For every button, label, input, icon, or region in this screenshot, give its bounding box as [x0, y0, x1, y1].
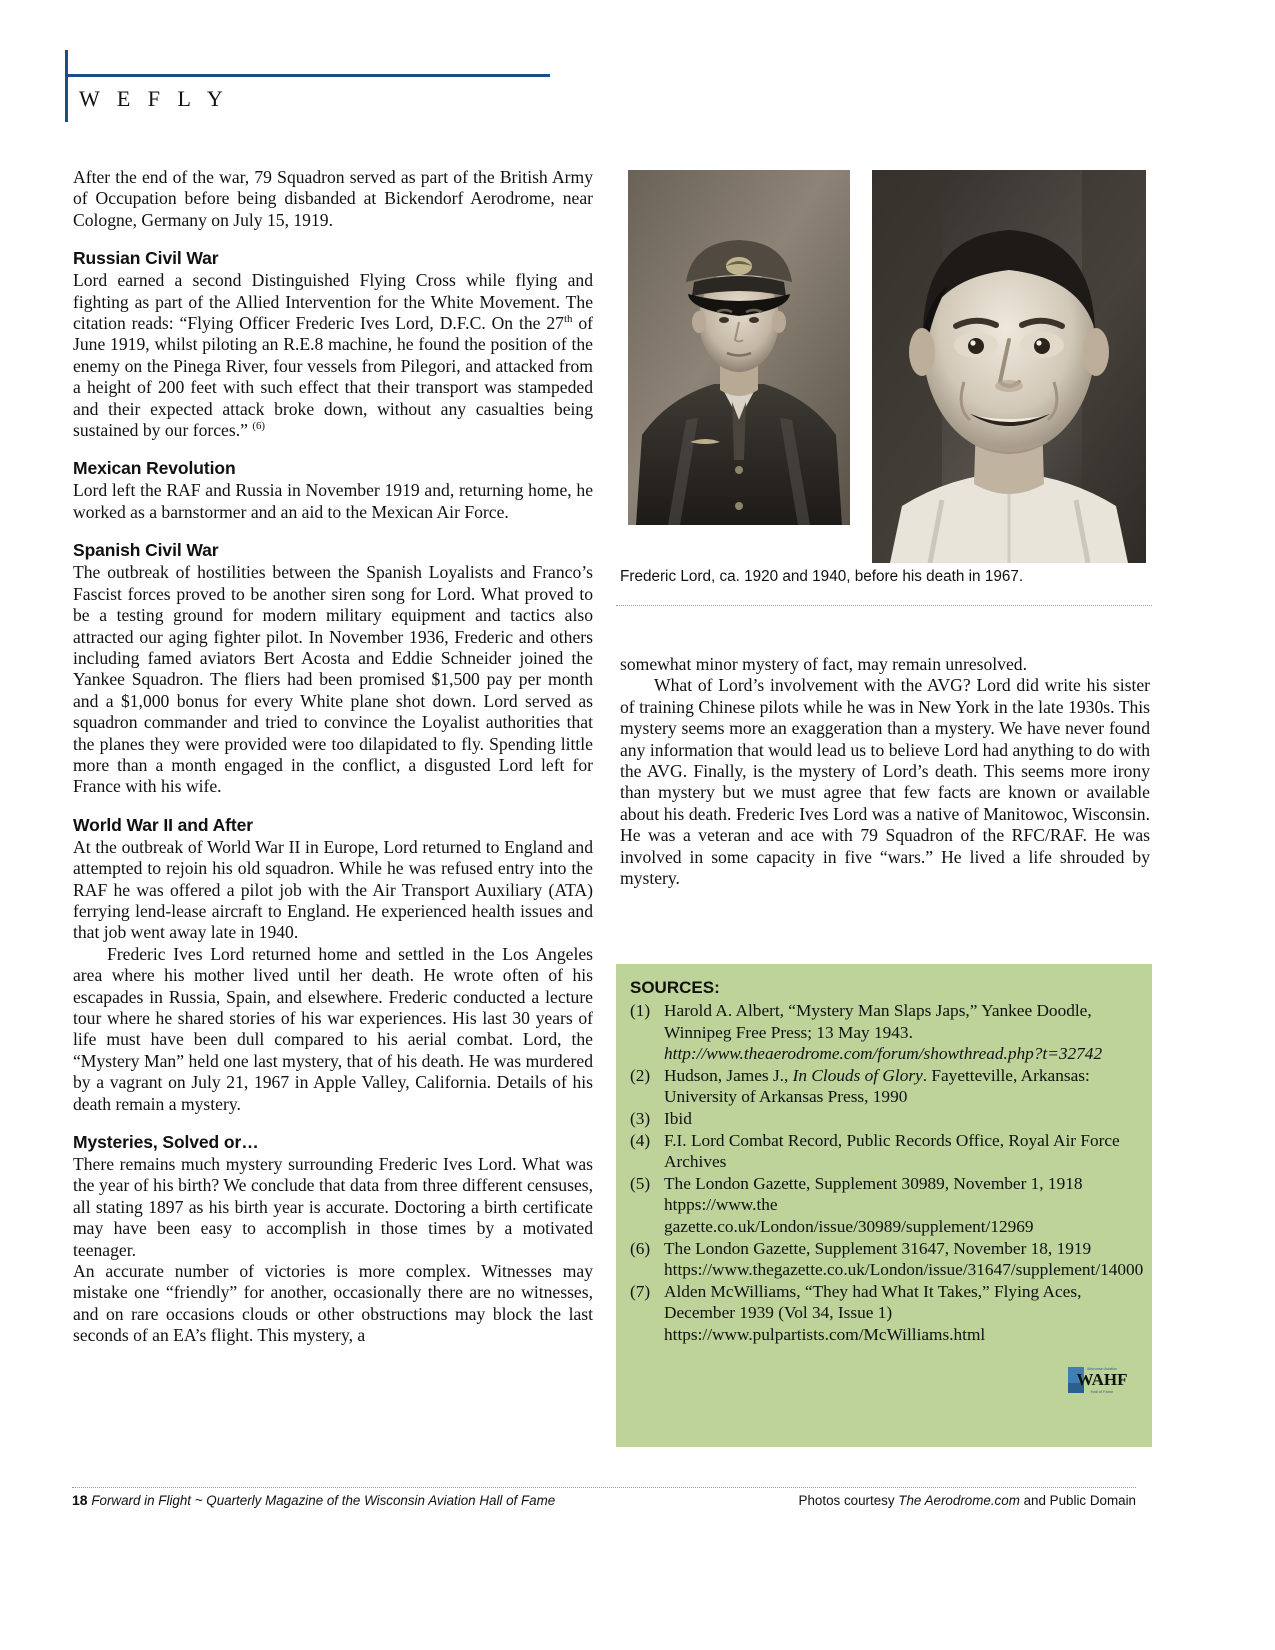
source-number: (2) — [630, 1065, 651, 1085]
source-text — [664, 1238, 1143, 1281]
paragraph-world-war-ii-2: Frederic Ives Lord returned home and settled in the Los Angeles area where his mother lived until her death. He wrote often of his escapades in Russia, Spain, and elsewhere. Frederic conducted a lecture tour where he shared stories of his war experiences. His last 30 years of life must have been dull compared to his aerial combat. Lord, the “Mystery Man” held one last mystery, that of his death. He was murdered by a vagrant on July 21, 1967 in Apple Valley, California. Details of his death remain a mystery. — [73, 943, 593, 1114]
heading-world-war-ii: World War II and After — [73, 814, 253, 835]
footer-left — [72, 1492, 555, 1508]
source-number: (1) — [630, 1001, 651, 1020]
heading-mexican-revolution: Mexican Revolution — [73, 458, 236, 479]
source-1-line-1: Harold A. Albert, “Mystery Man Slaps Japs,” Yankee Doodle, Winnipeg Free Press; 13 May 1943. — [664, 1001, 1092, 1042]
source-5-url[interactable]: htpps://www.the gazette.co.uk/London/issue/30989/supplement/12969 — [664, 1195, 1034, 1236]
photo-credit-source: The Aerodrome.com — [898, 1493, 1020, 1508]
photo-1920-graphic — [628, 170, 850, 525]
paragraph-continuation: somewhat minor mystery of fact, may remain unresolved. — [620, 654, 1027, 674]
source-text — [664, 1173, 1136, 1238]
publication-name: Forward in Flight ~ Quarterly Magazine of the Wisconsin Aviation Hall of Fame — [91, 1493, 556, 1508]
intro-paragraph: After the end of the war, 79 Squadron served as part of the British Army of Occupation before being disbanded at Bickendorf Aerodrome, near Cologne, Germany on July 15, 1919. — [73, 167, 593, 230]
heading-russian-civil-war: Russian Civil War — [73, 248, 219, 269]
source-2-title: In Clouds of Glory — [792, 1065, 923, 1085]
source-item — [630, 1108, 1136, 1130]
paragraph-avg-mystery: What of Lord’s involvement with the AVG? Lord did write his sister of training Chinese pilots while he was in New York in the late 1930s. This mystery seems more an exaggeration than a mystery. We have never found any information that would lead us to believe Lord had anything to do with the AVG. Finally, is the mystery of Lord’s death. This seems more irony than mystery but we must agree that few facts are known or available about his death. Frederic Ives Lord was a native of Manitowoc, Wisconsin. He was a veteran and ace with 79 Squadron of the RFC/RAF. He was involved in some capacity in five “wars.” He lived a life shrouded by mystery. — [620, 675, 1150, 889]
masthead-title: W E F L Y — [79, 86, 229, 111]
paragraph-russian-civil-war — [73, 270, 593, 441]
svg-text:Wisconsin Aviation: Wisconsin Aviation — [1087, 1367, 1117, 1371]
source-item — [630, 1281, 1136, 1346]
caption-divider — [616, 605, 1152, 607]
photo-frederic-lord-1940 — [872, 170, 1146, 563]
paragraph-world-war-ii: At the outbreak of World War II in Europe, Lord returned to England and attempted to rejoin his old squadron. While he was refused entry into the RAF he was offered a pilot job with the Air Transport Auxiliary (ATA) ferrying lend-lease aircraft to England. He experienced health issues and that job went away late in 1940. — [73, 836, 593, 943]
source-6-line-1: The London Gazette, Supplement 31647, November 18, 1919 — [664, 1238, 1092, 1258]
source-number: (7) — [630, 1281, 651, 1301]
masthead-horizontal-rule — [65, 74, 550, 77]
source-item — [630, 1238, 1144, 1281]
wahf-logo-graphic — [1066, 1363, 1138, 1401]
left-text-column — [73, 167, 593, 1347]
paragraph-mysteries-1: There remains much mystery surrounding Frederic Ives Lord. What was the year of his birth? We conclude that data from three different censuses, all stating 1897 as his birth year is accurate. Doctoring a birth certificate may have been easy to accomplish in those times by a motivated teenager. — [73, 1154, 593, 1260]
wahf-logo — [1066, 1363, 1138, 1401]
page-number: 18 — [72, 1492, 88, 1508]
source-item — [630, 1065, 1136, 1108]
photo-credit-prefix: Photos courtesy — [798, 1493, 895, 1508]
source-2-publisher: . Fayetteville, Arkansas: University of Arkansas Press, 1990 — [664, 1065, 1090, 1107]
masthead-vertical-rule — [65, 50, 68, 122]
russian-footnote-ref: (6) — [252, 420, 266, 433]
photo-frederic-lord-1920 — [628, 170, 850, 525]
right-text-column — [620, 654, 1150, 889]
heading-spanish-civil-war: Spanish Civil War — [73, 540, 219, 561]
source-6-url[interactable]: https://www.thegazette.co.uk/London/issue/31647/supplement/14000 — [664, 1260, 1144, 1280]
sources-title: SOURCES: — [630, 978, 720, 997]
paragraph-mysteries-2: An accurate number of victories is more complex. Witnesses may mistake one “friendly” for another, occasionally there are no witnesses, and on rare occasions clouds or other obstructions may block the last seconds of an EA’s flight. This mystery, a — [73, 1261, 593, 1346]
photo-block — [628, 170, 1148, 563]
source-item — [630, 1000, 1136, 1065]
source-2-author: Hudson, James J., — [664, 1065, 793, 1085]
svg-text:Hall of Fame: Hall of Fame — [1090, 1389, 1114, 1394]
russian-text-a: Lord earned a second Distinguished Flying Cross while flying and fighting as part of the Allied Intervention for the White Movement. The citation reads: “Flying Officer Frederic Ives Lord, D.F.C. On the 27 — [73, 270, 593, 334]
source-number: (4) — [630, 1130, 651, 1150]
footer-divider — [72, 1487, 1136, 1489]
photo-caption: Frederic Lord, ca. 1920 and 1940, before his death in 1967. — [620, 568, 1024, 585]
masthead — [65, 50, 1175, 140]
heading-mysteries-solved: Mysteries, Solved or… — [73, 1132, 259, 1153]
russian-ordinal-sup: th — [563, 313, 573, 326]
source-text — [664, 1000, 1136, 1065]
source-7-url[interactable]: https://www.pulpartists.com/McWilliams.html — [664, 1324, 986, 1344]
source-text: F.I. Lord Combat Record, Public Records Office, Royal Air Force Archives — [664, 1130, 1120, 1172]
source-text: Ibid — [664, 1108, 692, 1128]
paragraph-spanish-civil-war: The outbreak of hostilities between the Spanish Loyalists and Franco’s Fascist forces proved to be another siren song for Lord. What proved to be a testing ground for modern military equipment and tactics also attracted our aging fighter pilot. In November 1936, Frederic and others including famed aviators Bert Acosta and Eddie Schneider joined the Yankee Squadron. The fliers had been promised $1,500 pay per month and a $1,000 bonus for every White plane shot down. Lord served as squadron commander and tried to convince the Loyalist authorities that the planes they were provided were too dilapidated to fly. Spending little more than a month engaged in the conflict, a disgusted Lord left for France with his wife. — [73, 562, 593, 797]
source-5-line-1: The London Gazette, Supplement 30989, November 1, 1918 — [664, 1173, 1083, 1193]
source-number: (6) — [630, 1238, 651, 1258]
paragraph-mexican-revolution: Lord left the RAF and Russia in November 1919 and, returning home, he worked as a barnstormer and an aid to the Mexican Air Force. — [73, 480, 593, 522]
svg-text:WAHF: WAHF — [1076, 1370, 1128, 1389]
source-item — [630, 1130, 1136, 1173]
source-text — [664, 1281, 1136, 1346]
russian-text-b: of June 1919, whilst piloting an R.E.8 machine, he found the position of the enemy on the Pinega River, four vessels from Pilegori, and attacked from a height of 200 feet with such effect that their transport was stampeded and their expected attack broke down, without any casualties being sustained by our forces.” — [73, 313, 593, 441]
source-item — [630, 1173, 1136, 1238]
source-number: (5) — [630, 1173, 651, 1193]
source-7-line-1: Alden McWilliams, “They had What It Takes,” Flying Aces, December 1939 (Vol 34, Issue 1) — [664, 1281, 1082, 1323]
photo-credit-suffix: and Public Domain — [1023, 1493, 1136, 1508]
photo-1940-graphic — [872, 170, 1146, 563]
footer-right — [799, 1493, 1136, 1508]
source-number: (3) — [630, 1108, 651, 1128]
source-text — [664, 1065, 1136, 1108]
sources-box — [616, 964, 1152, 1447]
source-1-url[interactable]: http://www.theaerodrome.com/forum/showthread.php?t=32742 — [664, 1044, 1103, 1064]
page-footer — [72, 1492, 1136, 1508]
